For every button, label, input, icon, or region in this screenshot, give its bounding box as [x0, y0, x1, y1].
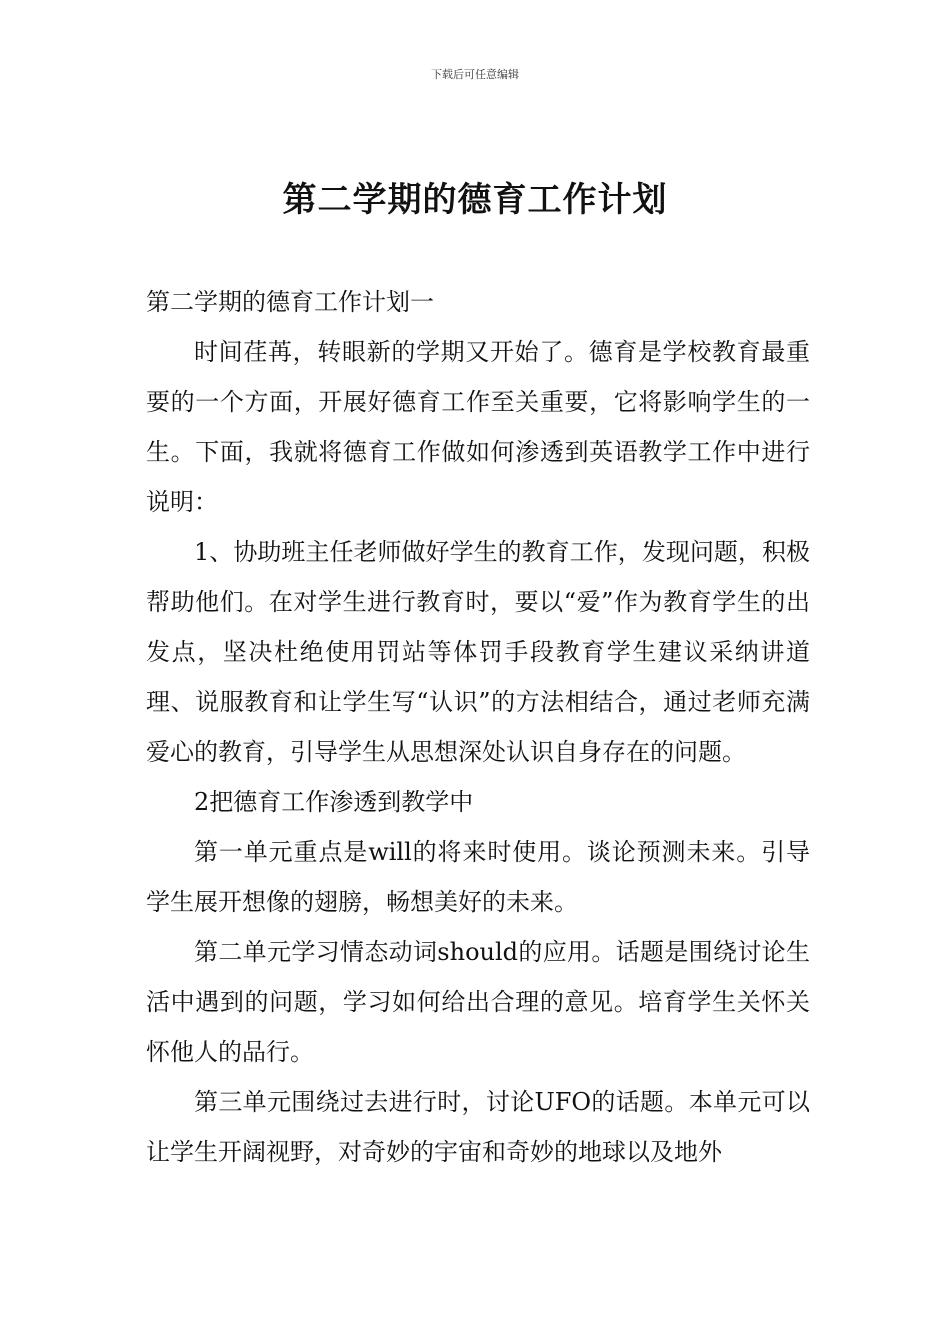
- paragraph-intro: 时间荏苒，转眼新的学期又开始了。德育是学校教育最重要的一个方面，开展好德育工作至关重要，它将影响学生的一生。下面，我就将德育工作做如何渗透到英语教学工作中进行说明：: [146, 338, 810, 516]
- paragraph-unit-2: 第二单元学习情态动词should的应用。话题是围绕讨论生活中遇到的问题，学习如何给出合理的意见。培育学生关怀关怀他人的品行。: [146, 938, 810, 1066]
- section-heading: 第二学期的德育工作计划一: [146, 288, 434, 316]
- paragraph-unit-3: 第三单元围绕过去进行时，讨论UFO的话题。本单元可以让学生开阔视野，对奇妙的宇宙和奇妙的地球以及地外: [146, 1088, 810, 1166]
- paragraph-unit-1: 第一单元重点是will的将来时使用。谈论预测未来。引导学生展开想像的翅膀，畅想美好的未来。: [146, 838, 810, 916]
- paragraph-item-1: 1、协助班主任老师做好学生的教育工作，发现问题，积极帮助他们。在对学生进行教育时，要以“爱”作为教育学生的出发点，坚决杜绝使用罚站等体罚手段教育学生建议采纳讲道理、说服教育和让学生写“认识”的方法相结合，通过老师充满爱心的教育，引导学生从思想深处认识自身存在的问题。: [146, 538, 810, 766]
- document-title: 第二学期的德育工作计划: [282, 180, 668, 220]
- paragraph-item-2-heading: 2把德育工作渗透到教学中: [194, 788, 474, 816]
- document-body: [146, 277, 810, 1177]
- header-note: 下载后可任意编辑: [431, 68, 519, 81]
